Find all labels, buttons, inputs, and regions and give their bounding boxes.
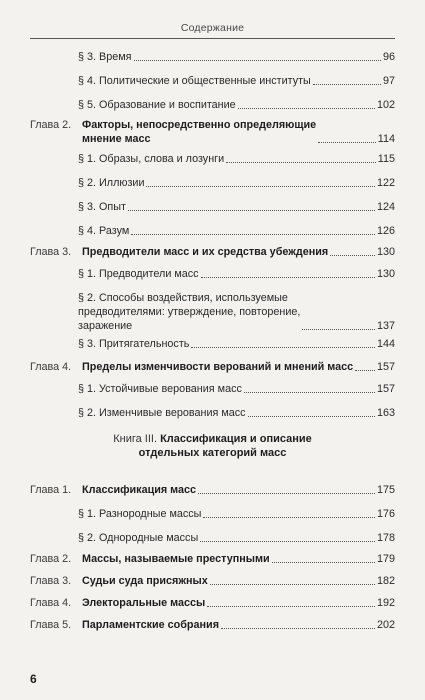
section-title: § 4. Политические и общественные институты (78, 75, 311, 87)
header-rule (30, 38, 395, 39)
chapter-label: Глава 4. (30, 361, 72, 373)
dot-leader (128, 209, 375, 211)
dot-leader (198, 492, 375, 494)
entry-body (82, 360, 395, 374)
dot-leader (330, 254, 375, 256)
entry-body (78, 50, 395, 64)
chapter-title: Пределы изменчивости верований и мнений масс (82, 361, 354, 373)
dot-leader (203, 516, 375, 518)
dot-leader (248, 415, 375, 417)
dot-leader (238, 107, 375, 109)
page-ref: 182 (376, 575, 395, 587)
page-ref: 115 (377, 153, 395, 165)
entry-body (78, 291, 395, 333)
page-ref: 137 (376, 320, 395, 332)
entry-body (82, 245, 395, 259)
chapter-title: Классификация масс (82, 484, 197, 496)
dot-leader (221, 627, 375, 629)
dot-leader (191, 346, 375, 348)
chapter-title: Массы, называемые преступными (82, 553, 270, 565)
section-title: § 4. Разум (78, 225, 130, 237)
entry-body (82, 483, 395, 497)
dot-leader (318, 141, 376, 143)
section-title: § 1. Образы, слова и лозунги (78, 153, 225, 165)
chapter-label: Глава 3. (30, 246, 72, 258)
running-header: Содержание (180, 22, 245, 34)
page-ref: 157 (376, 361, 395, 373)
chapter-label: Глава 5. (30, 619, 72, 631)
page-ref: 163 (376, 407, 395, 419)
dot-leader (272, 561, 375, 563)
page-ref: 157 (376, 383, 395, 395)
book-title-line1: Классификация и описание (160, 433, 312, 445)
section-title: § 2. Однородные массы (78, 532, 199, 544)
entry-body (78, 224, 395, 238)
page-ref: 122 (376, 177, 395, 189)
section-title: § 3. Притягательность (78, 338, 190, 350)
page-ref: 179 (376, 553, 395, 565)
entry-body (82, 574, 395, 588)
dot-leader (226, 161, 376, 163)
entry-body (78, 531, 395, 545)
page-ref: 144 (376, 338, 395, 350)
entry-body (78, 337, 395, 351)
entry-body (82, 618, 395, 632)
page-ref: 97 (382, 75, 395, 87)
section-title: § 1. Предводители масс (78, 268, 199, 280)
dot-leader (201, 276, 375, 278)
section-title: § 2. Изменчивые верования масс (78, 407, 246, 419)
entry-body (82, 596, 395, 610)
dot-leader (244, 391, 375, 393)
chapter-title: Факторы, непосредственно определяющие мнение масс (82, 119, 317, 145)
chapter-title: Предводители масс и их средства убеждения (82, 246, 329, 258)
book-label: Книга III. (113, 433, 158, 445)
entry-body (78, 200, 395, 214)
dot-leader (200, 540, 375, 542)
dot-leader (131, 233, 375, 235)
book-heading (30, 432, 395, 460)
page-ref: 114 (377, 133, 395, 145)
dot-leader (302, 328, 375, 330)
chapter-label: Глава 2. (30, 119, 72, 131)
chapter-title: Электоральные массы (82, 597, 206, 609)
page-ref: 126 (376, 225, 395, 237)
section-title: § 3. Время (78, 51, 132, 63)
dot-leader (207, 605, 375, 607)
dot-leader (355, 369, 375, 371)
chapter-label: Глава 4. (30, 597, 72, 609)
section-title: § 2. Иллюзии (78, 177, 145, 189)
page-ref: 102 (376, 99, 395, 111)
entry-body (78, 267, 395, 281)
entry-body (78, 74, 395, 88)
dot-leader (146, 185, 375, 187)
section-title: § 5. Образование и воспитание (78, 99, 236, 111)
page-ref: 175 (376, 484, 395, 496)
page-number: 6 (30, 672, 37, 686)
chapter-label: Глава 1. (30, 484, 72, 496)
entry-body (78, 98, 395, 112)
dot-leader (313, 83, 381, 85)
entry-body (78, 406, 395, 420)
entry-body (78, 507, 395, 521)
chapter-title: Парламентские собрания (82, 619, 219, 631)
section-title: § 1. Устойчивые верования масс (78, 383, 242, 395)
page-ref: 202 (376, 619, 395, 631)
page-ref: 178 (376, 532, 395, 544)
entry-body (82, 552, 395, 566)
dot-leader (210, 583, 375, 585)
book-title-line2: отдельных категорий масс (138, 447, 287, 459)
entry-body (82, 118, 395, 146)
dot-leader (134, 59, 381, 61)
entry-body (78, 382, 395, 396)
page-ref: 192 (376, 597, 395, 609)
chapter-label: Глава 3. (30, 575, 72, 587)
entry-body (78, 176, 395, 190)
page-ref: 176 (376, 508, 395, 520)
page-ref: 130 (376, 246, 395, 258)
page-ref: 96 (382, 51, 395, 63)
chapter-label: Глава 2. (30, 553, 72, 565)
page-ref: 124 (376, 201, 395, 213)
chapter-title: Судьи суда присяжных (82, 575, 208, 587)
section-title: § 2. Способы воздействия, используемые предводителями: утверждение, повторение, заражение (78, 292, 301, 332)
page-ref: 130 (376, 268, 395, 280)
section-title: § 1. Разнородные массы (78, 508, 202, 520)
entry-body (78, 152, 395, 166)
section-title: § 3. Опыт (78, 201, 126, 213)
